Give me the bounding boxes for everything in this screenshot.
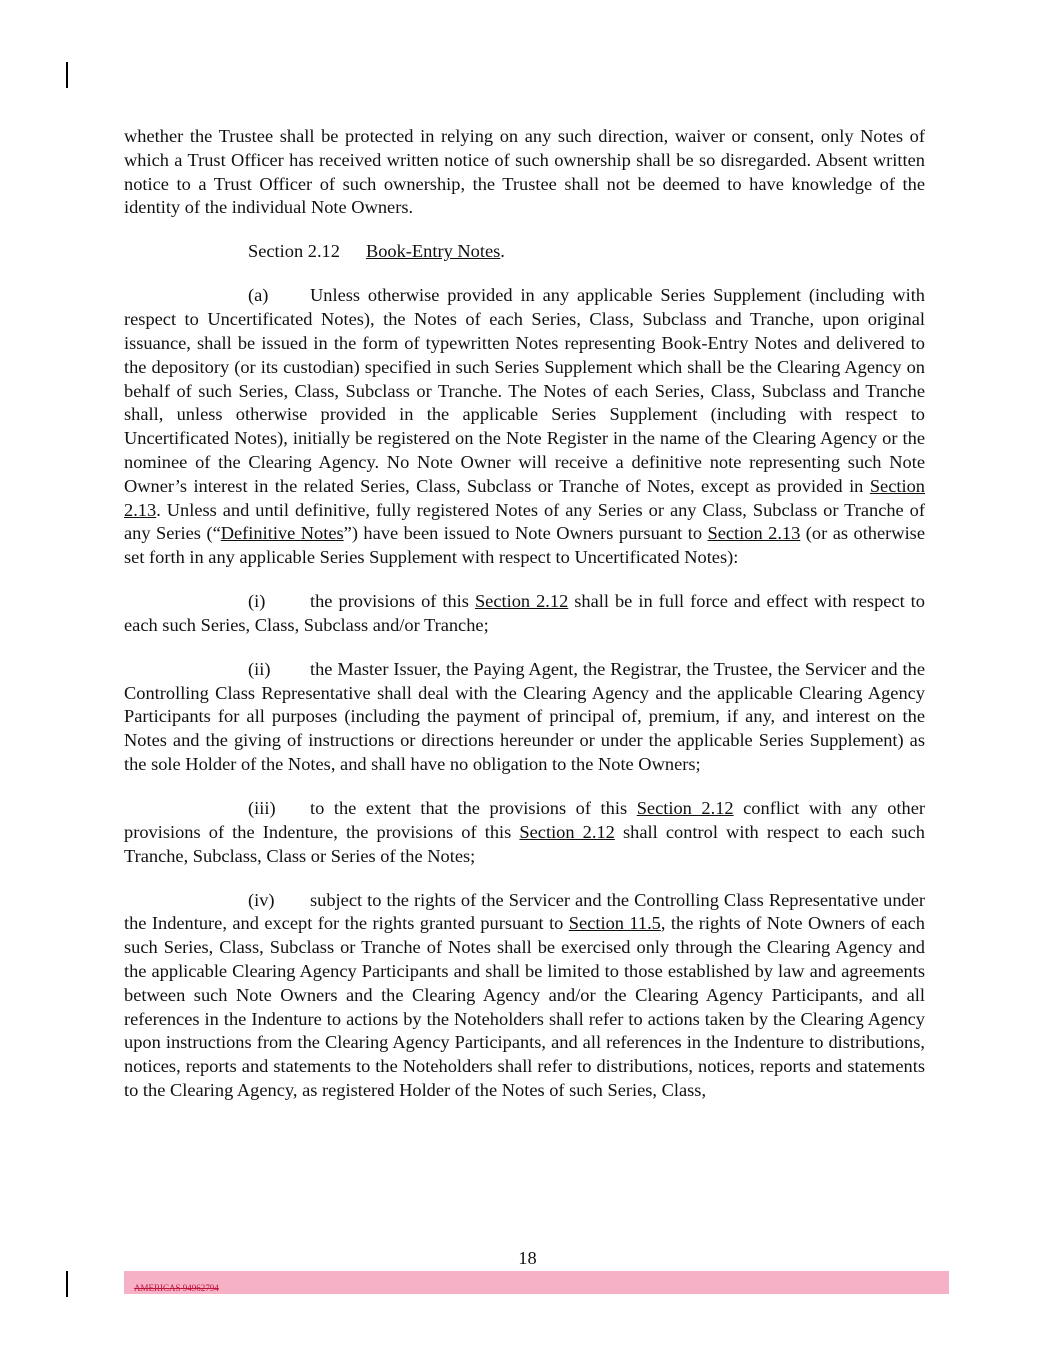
paragraph-a-text-3: ”) have been issued to Note Owners pursuant to [343,523,708,544]
paragraph-a-text-4: (or as otherwise set forth in any applicable Series Supplement with respect to Uncertificated Notes): [124,523,926,568]
revision-bar-top [66,62,68,88]
revision-bar-bottom [66,1271,68,1297]
page-body [124,125,925,1123]
page-number: 18 [518,1248,537,1268]
intro-paragraph: whether the Trustee shall be protected in relying on any such direction, waiver or consent, only Notes of which a Trust Officer has received written notice of such ownership shall be so disregarded. Absent written notice to a Trust Officer of such ownership, the Trustee shall not be deemed to have knowledge of the identity of the individual Note Owners. [124,126,925,218]
document-id: AMERICAS 94962794 [134,1283,219,1293]
item-ii-text: the Master Issuer, the Paying Agent, the Registrar, the Trustee, the Servicer and the Controlling Class Representative shall deal with the Clearing Agency and the applicable Clearing Agency Participants for all purposes (including the payment of principal of, premium, if any, and interest on the Notes and the giving of instructions or directions hereunder or under the applicable Series Supplement) as the sole Holder of the Notes, and shall have no obligation to the Note Owners; [124,658,925,775]
paragraph-a [124,284,925,570]
cross-reference-section-2-13-second: Section 2.13 [707,523,801,544]
cross-reference-section-11-5: Section 11.5 [568,913,661,934]
paragraph-a-label: (a) [248,285,269,306]
item-iv-text-2: , the rights of Note Owners of each such Series, Class, Subclass or Tranche of Notes shall be exercised only through the Clearing Agency and the applicable Clearing Agency Participants and shall be limited to those established by law and agreements between such Note Owners and the Clearing Agency and/or the Clearing Agency Participants, and all references in the Indenture to actions by the Noteholders shall refer to actions taken by the Clearing Agency upon instructions from the Clearing Agency Participants, and all references in the Indenture to distributions, notices, reports and statements to the Noteholders shall refer to distributions, notices, reports and statements to the Clearing Agency, as registered Holder of the Notes of such Series, Class, [124,913,925,1101]
item-i [124,590,925,638]
section-heading [248,240,925,264]
item-i-text-1: the provisions of this [310,591,475,612]
cross-reference-section-2-13: Section 2.13 [124,475,925,520]
section-number: Section 2.12 [248,241,340,262]
item-iii-text-3: shall control with respect to each such Tranche, Subclass, Class or Series of the Notes; [124,821,925,866]
cross-reference-section-2-12-a: Section 2.12 [636,798,734,819]
cross-reference-section-2-12: Section 2.12 [474,591,569,612]
paragraph-a-text-1: Unless otherwise provided in any applicable Series Supplement (including with respect to Uncertificated Notes), the Notes of each Series, Class, Subclass and Tranche, upon original issuance, shall be issued in the form of typewritten Notes representing Book-Entry Notes and delivered to the depository (or its custodian) specified in such Series Supplement which shall be the Clearing Agency on behalf of such Series, Class, Subclass or Tranche. The Notes of each Series, Class, Subclass and Tranche shall, unless otherwise provided in the applicable Series Supplement (including with respect to Uncertificated Notes), initially be registered on the Note Register in the name of the Clearing Agency or the nominee of the Clearing Agency. No Note Owner will receive a definitive note representing such Note Owner’s interest in the related Series, Class, Subclass or Tranche of Notes, except as provided in [124,285,925,496]
section-title: Book-Entry Notes [365,241,501,262]
paragraph-a-text-2: . Unless and until definitive, fully registered Notes of any Series or any Class, Subclass or Tranche of any Series (“ [124,499,925,544]
item-iii-text-2: conflict with any other provisions of the Indenture, the provisions of this [124,798,925,842]
footer-band [124,1271,949,1294]
item-iii-text-1: to the extent that the provisions of this [310,798,637,819]
cross-reference-section-2-12-b: Section 2.12 [519,821,615,842]
item-iii-label: (iii) [248,798,276,819]
item-i-text-2: shall be in full force and effect with respect to each such Series, Class, Subclass and/or Tranche; [124,591,925,635]
item-iv-label: (iv) [248,889,275,910]
item-ii [124,658,925,777]
item-iv-text-1: subject to the rights of the Servicer and the Controlling Class Representative under the Indenture, and except for the rights granted pursuant to [124,889,925,934]
section-title-period: . [500,241,505,262]
item-iv [124,889,925,1103]
item-i-label: (i) [248,591,266,612]
defined-term-definitive-notes: Definitive Notes [220,523,344,544]
item-iii [124,797,925,868]
item-ii-label: (ii) [248,658,271,679]
